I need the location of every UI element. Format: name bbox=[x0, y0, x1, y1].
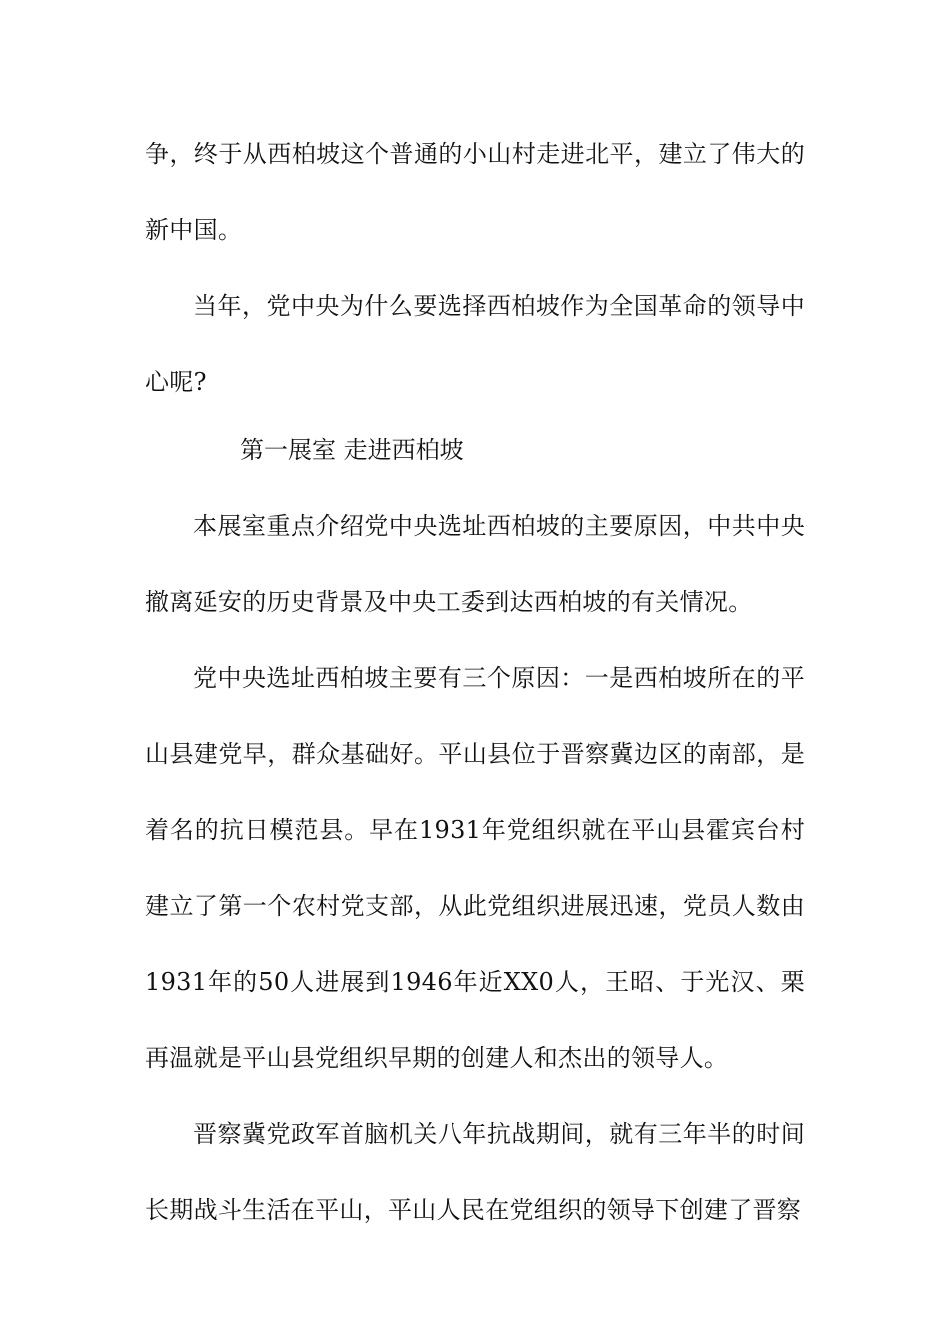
body-text-main bbox=[145, 488, 805, 1248]
paragraph-5: 晋察冀党政军首脑机关八年抗战期间，就有三年半的时间长期战斗生活在平山，平山人民在党组织的领导下创建了晋察 bbox=[145, 1120, 805, 1224]
body-text-top bbox=[145, 116, 805, 420]
section-heading: 第一展室 走进西柏坡 bbox=[240, 436, 464, 464]
paragraph-3: 本展室重点介绍党中央选址西柏坡的主要原因，中共中央撤离延安的历史背景及中央工委到达西柏坡的有关情况。 bbox=[145, 512, 805, 616]
paragraph-1: 争，终于从西柏坡这个普通的小山村走进北平，建立了伟大的新中国。 bbox=[145, 140, 805, 244]
paragraph-2: 当年，党中央为什么要选择西柏坡作为全国革命的领导中心呢? bbox=[145, 292, 805, 396]
paragraph-4: 党中央选址西柏坡主要有三个原因：一是西柏坡所在的平山县建党早，群众基础好。平山县位于晋察冀边区的南部，是着名的抗日模范县。早在1931年党组织就在平山县霍宾台村建立了第一个农村党支部，从此党组织进展迅速，党员人数由1931年的50人进展到1946年近XX0人，王昭、于光汉、栗再温就是平山县党组织早期的创建人和杰出的领导人。 bbox=[145, 664, 805, 1072]
